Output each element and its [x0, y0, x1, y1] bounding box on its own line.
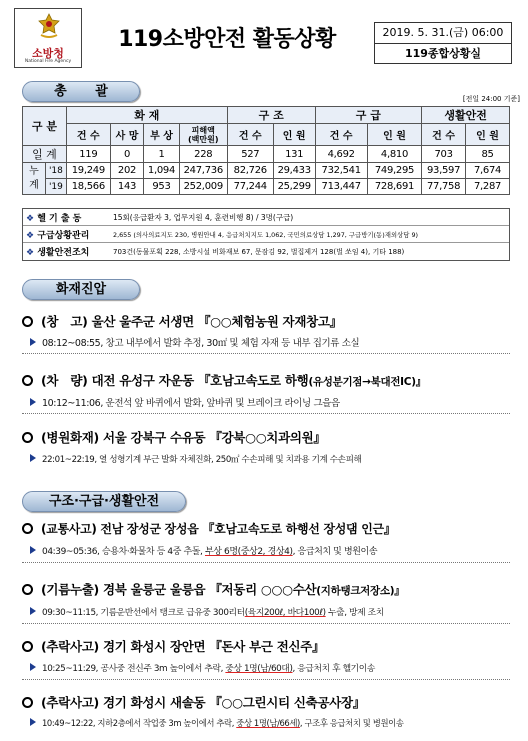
group-life: 생활안전: [422, 107, 510, 124]
triangle-bullet-icon: [30, 607, 36, 615]
group-rescue: 구 조: [227, 107, 315, 124]
table-cell: 228: [179, 146, 227, 163]
triangle-bullet-icon: [30, 338, 36, 346]
col-rescue-count: 건 수: [227, 124, 273, 146]
agency-logo: [14, 8, 82, 68]
info-value: 703건(동물포획 228, 소방시설 비화재보 67, 문잠김 92, 벌집제거 128(벌 쏘임 4), 기타 188): [113, 247, 405, 256]
triangle-bullet-icon: [30, 546, 36, 554]
incident-detail: 10:12~11:06, 운전석 앞 바퀴에서 발화, 앞바퀴 및 브레이크 라이닝 그을음: [30, 395, 340, 409]
section-title-summary: 총 괄: [22, 81, 140, 102]
table-cell: 19,249: [66, 163, 110, 179]
incident-title: (창 고) 울산 울주군 서생면 『○○체험농원 자재창고』: [22, 312, 342, 330]
table-cell: 25,299: [273, 179, 315, 195]
incident-title: (교통사고) 전남 장성군 장성읍 『호남고속도로 하행선 장성댐 인근』: [22, 520, 396, 537]
info-row-helicopter: ❖ 헬 기 출 동 15회(응급환자 3, 업무지원 4, 훈련비행 8) / 3명(구급): [23, 209, 509, 226]
triangle-bullet-icon: [30, 718, 36, 726]
circle-bullet-icon: [22, 375, 33, 386]
info-value: 2,655 (의사의료지도 230, 병원안내 4, 응급처치지도 1,062, 국민의료상담 1,297, 구급방기(동)재외상담 9): [113, 230, 418, 239]
table-cell: 0: [110, 146, 143, 163]
col-deaths: 사 망: [110, 124, 143, 146]
table-cell: 713,447: [315, 179, 367, 195]
triangle-bullet-icon: [30, 663, 36, 671]
incident-title: (추락사고) 경기 화성시 장안면 『돈사 부근 전신주』: [22, 637, 324, 655]
circle-bullet-icon: [22, 432, 33, 443]
table-cell: 131: [273, 146, 315, 163]
table-cell: 202: [110, 163, 143, 179]
divider: [22, 353, 510, 354]
table-cell: 527: [227, 146, 273, 163]
incident-detail: 04:39~05:36, 승용차·화물차 등 4중 추돌, 부상 6명(중상2, 경상4), 응급처치 및 병원이송: [30, 544, 377, 557]
table-cell: 247,736: [179, 163, 227, 179]
table-cell: 252,009: [179, 179, 227, 195]
info-label: 헬 기 출 동: [37, 213, 82, 224]
col-rescue-people: 인 원: [273, 124, 315, 146]
divider: [22, 413, 510, 414]
incident-title: (차 량) 대전 유성구 자운동 『호남고속도로 하행(유성분기점→북대전IC)』: [22, 371, 426, 389]
circle-bullet-icon: [22, 697, 33, 708]
divider: [22, 562, 510, 563]
group-fire: 화 재: [66, 107, 227, 124]
report-office: 119종합상황실: [404, 47, 482, 60]
divider: [22, 623, 510, 624]
table-row-cum19: [23, 179, 510, 195]
info-label: 생활안전조치: [37, 248, 90, 258]
date-box: [374, 22, 512, 64]
circle-bullet-icon: [22, 523, 33, 534]
table-cell: 7,287: [466, 179, 510, 195]
summary-info-rows: [22, 208, 510, 261]
triangle-bullet-icon: [30, 454, 36, 462]
table-cell: 1: [144, 146, 180, 163]
table-cell: 732,541: [315, 163, 367, 179]
circle-bullet-icon: [22, 316, 33, 327]
info-label: 구급상황관리: [37, 230, 90, 241]
report-date: 2019. 5. 31.(금) 06:00: [375, 23, 511, 44]
row-label-header: 구 분: [23, 107, 67, 146]
section-title-fire: 화재진압: [22, 279, 140, 300]
triangle-bullet-icon: [30, 398, 36, 406]
col-life-count: 건 수: [422, 124, 466, 146]
table-cell: 85: [466, 146, 510, 163]
table-cell: 7,674: [466, 163, 510, 179]
table-cell: 4,810: [367, 146, 421, 163]
table-cell: 119: [66, 146, 110, 163]
col-fire-count: 건 수: [66, 124, 110, 146]
info-row-life-safety: ❖ 생활안전조치 703건(동물포획 228, 소방시설 비화재보 67, 문잠김 92, 벌집제거 128(벌 쏘임 4), 기타 188): [23, 243, 509, 260]
section-title-rescue: 구조·구급·생활안전: [22, 491, 186, 512]
table-cell: 749,295: [367, 163, 421, 179]
incident-title: (추락사고) 경기 화성시 새솔동 『○○그린시티 신축공사장』: [22, 693, 365, 711]
incident-detail: 10:25~11:29, 공사중 전신주 3m 높이에서 추락, 중상 1명(남/60대), 응급처치 후 헬기이송: [30, 661, 375, 674]
col-injured: 부 상: [144, 124, 180, 146]
incident-detail: 09:30~11:15, 기름운반선에서 탱크로 급유중 300리터(육지200ℓ, 바다100ℓ) 누출, 방제 조치: [30, 605, 384, 618]
table-cell: 953: [144, 179, 180, 195]
page-title: 119소방안전 활동상황: [118, 27, 336, 52]
incident-detail: 22:01~22:19, 열 성형기계 부근 발화 자체진화, 250㎡ 수손피해 및 치과용 기계 수손피해: [30, 453, 361, 465]
circle-bullet-icon: [22, 641, 33, 652]
table-cell: 18,566: [66, 179, 110, 195]
incident-title: (병원화재) 서울 강북구 수유동 『강북○○치과의원』: [22, 428, 326, 446]
table-cell: 728,691: [367, 179, 421, 195]
logo-text: 소방청: [32, 47, 64, 60]
col-damage: 피해액 (백만원): [179, 124, 227, 146]
unit-note: [전일 24:00 기준]: [462, 95, 520, 103]
table-cell: 77,758: [422, 179, 466, 195]
table-cell: 29,433: [273, 163, 315, 179]
incident-detail: 10:49~12:22, 지하2층에서 작업중 3m 높이에서 추락, 중상 1명(남/66세), 구조후 응급처치 및 병원이송: [30, 717, 404, 729]
group-ems: 구 급: [315, 107, 422, 124]
divider: [22, 679, 510, 680]
cum-label: 누 계: [23, 163, 46, 195]
fire-emblem-icon: [37, 13, 61, 39]
table-cell: 77,244: [227, 179, 273, 195]
year-18-label: '18: [45, 163, 66, 179]
col-ems-people: 인 원: [367, 124, 421, 146]
table-cell: 93,597: [422, 163, 466, 179]
logo-subtext: National Fire Agency: [24, 59, 72, 64]
daily-label: 일 계: [23, 146, 67, 163]
incident-title: (기름누출) 경북 울릉군 울릉읍 『저동리 ○○○수산(지하탱크저장소)』: [22, 580, 404, 598]
table-cell: 82,726: [227, 163, 273, 179]
table-cell: 703: [422, 146, 466, 163]
table-row-daily: [23, 146, 510, 163]
table-cell: 4,692: [315, 146, 367, 163]
incident-detail: 08:12~08:55, 창고 내부에서 발화 추정, 30㎡ 및 체험 자재 등 내부 집기류 소실: [30, 335, 359, 349]
info-value: 15회(응급환자 3, 업무지원 4, 훈련비행 8) / 3명(구급): [113, 212, 294, 222]
table-row-cum18: [23, 163, 510, 179]
summary-table: [22, 106, 510, 195]
info-row-ems-management: ❖ 구급상황관리 2,655 (의사의료지도 230, 병원안내 4, 응급처치지도 1,062, 국민의료상담 1,297, 구급방기(동)재외상담 9): [23, 226, 509, 243]
circle-bullet-icon: [22, 584, 33, 595]
col-ems-count: 건 수: [315, 124, 367, 146]
col-life-people: 인 원: [466, 124, 510, 146]
year-19-label: '19: [45, 179, 66, 195]
table-cell: 143: [110, 179, 143, 195]
table-cell: 1,094: [144, 163, 180, 179]
